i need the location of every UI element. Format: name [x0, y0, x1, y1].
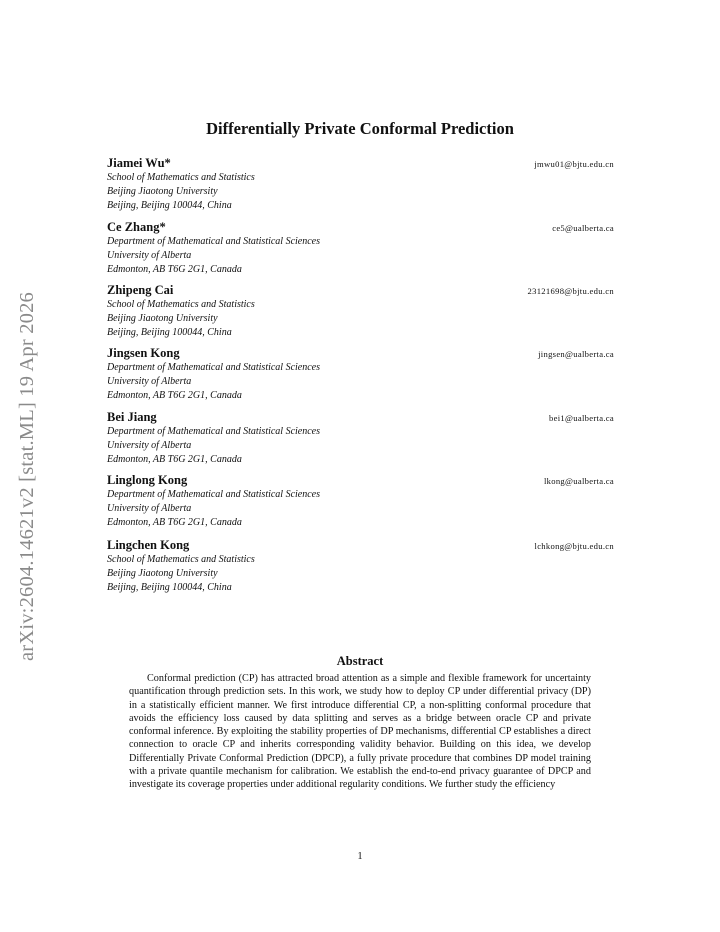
author-name: Linglong Kong — [107, 473, 188, 487]
abstract-text: Conformal prediction (CP) has attracted broad attention as a simple and flexible framework for uncertainty quantification through prediction sets. In this work, we study how to deploy CP under differential privacy (DP) in a statistically efficient manner. We first introduce differential CP, a non-splitting conformal procedure that avoids the efficiency loss caused by data splitting and serves as a bridge between oracle CP and private conformal inference. By exploiting the stability properties of DP mechanisms, differential CP establishes a direct connection to oracle CP and inherits corresponding validity behavior. Building on this idea, we develop Differentially Private Conformal Prediction (DPCP), a fully private procedure that combines DP model training with a private quantile mechanism for calibration. We establish the end-to-end privacy guarantee of DPCP and investigate its coverage properties under additional regularity conditions. We further study the efficiency — [129, 673, 591, 791]
author-affiliation-line: University of Alberta — [107, 250, 192, 262]
author-affiliation-line: Beijing, Beijing 100044, China — [107, 327, 232, 339]
author-block — [107, 410, 614, 468]
author-affiliation-line: University of Alberta — [107, 440, 192, 452]
author-email: jingsen@ualberta.ca — [538, 349, 614, 359]
author-affiliation-line: School of Mathematics and Statistics — [107, 299, 255, 310]
author-block — [107, 473, 614, 531]
author-affiliation-line: University of Alberta — [107, 503, 192, 515]
author-affiliation-line: Edmonton, AB T6G 2G1, Canada — [107, 454, 242, 466]
author-affiliation-line: Beijing Jiaotong University — [107, 313, 218, 325]
author-name: Jingsen Kong — [107, 346, 180, 360]
author-email: jmwu01@bjtu.edu.cn — [534, 159, 614, 169]
author-affiliation-line: School of Mathematics and Statistics — [107, 172, 255, 183]
author-affiliation-line: Beijing, Beijing 100044, China — [107, 200, 232, 212]
author-affiliation-line: Department of Mathematical and Statistical Sciences — [107, 489, 321, 500]
author-block — [107, 346, 614, 404]
abstract-heading: Abstract — [336, 654, 384, 668]
author-name: Ce Zhang* — [107, 220, 166, 234]
author-name: Jiamei Wu* — [107, 156, 171, 170]
author-email: bei1@ualberta.ca — [549, 413, 614, 423]
author-email: ce5@ualberta.ca — [552, 223, 614, 233]
author-affiliation-line: Beijing Jiaotong University — [107, 186, 218, 198]
author-email: 23121698@bjtu.edu.cn — [527, 286, 614, 296]
paper-title: Differentially Private Conformal Prediction — [206, 119, 514, 138]
author-block — [107, 156, 614, 214]
author-affiliation-line: Department of Mathematical and Statistical Sciences — [107, 426, 321, 437]
page-number: 1 — [357, 851, 363, 862]
author-name: Lingchen Kong — [107, 538, 190, 552]
author-affiliation-line: School of Mathematics and Statistics — [107, 554, 255, 565]
author-email: lkong@ualberta.ca — [543, 476, 614, 486]
arxiv-identifier: arXiv:2604.14621v2 [stat.ML] 19 Apr 2026 — [16, 292, 38, 661]
author-name: Zhipeng Cai — [107, 283, 174, 297]
author-affiliation-line: University of Alberta — [107, 376, 192, 388]
author-affiliation-line: Edmonton, AB T6G 2G1, Canada — [107, 517, 242, 529]
author-affiliation-line: Beijing Jiaotong University — [107, 568, 218, 580]
author-affiliation-line: Beijing, Beijing 100044, China — [107, 582, 232, 594]
author-name: Bei Jiang — [107, 410, 157, 424]
author-affiliation-line: Department of Mathematical and Statistical Sciences — [107, 236, 321, 247]
author-affiliation-line: Edmonton, AB T6G 2G1, Canada — [107, 390, 242, 402]
author-affiliation-line: Department of Mathematical and Statistical Sciences — [107, 362, 321, 373]
author-block — [107, 220, 614, 278]
author-affiliation-line: Edmonton, AB T6G 2G1, Canada — [107, 264, 242, 276]
author-block — [107, 538, 614, 596]
author-email: lchkong@bjtu.edu.cn — [534, 541, 614, 551]
author-block — [107, 283, 614, 341]
